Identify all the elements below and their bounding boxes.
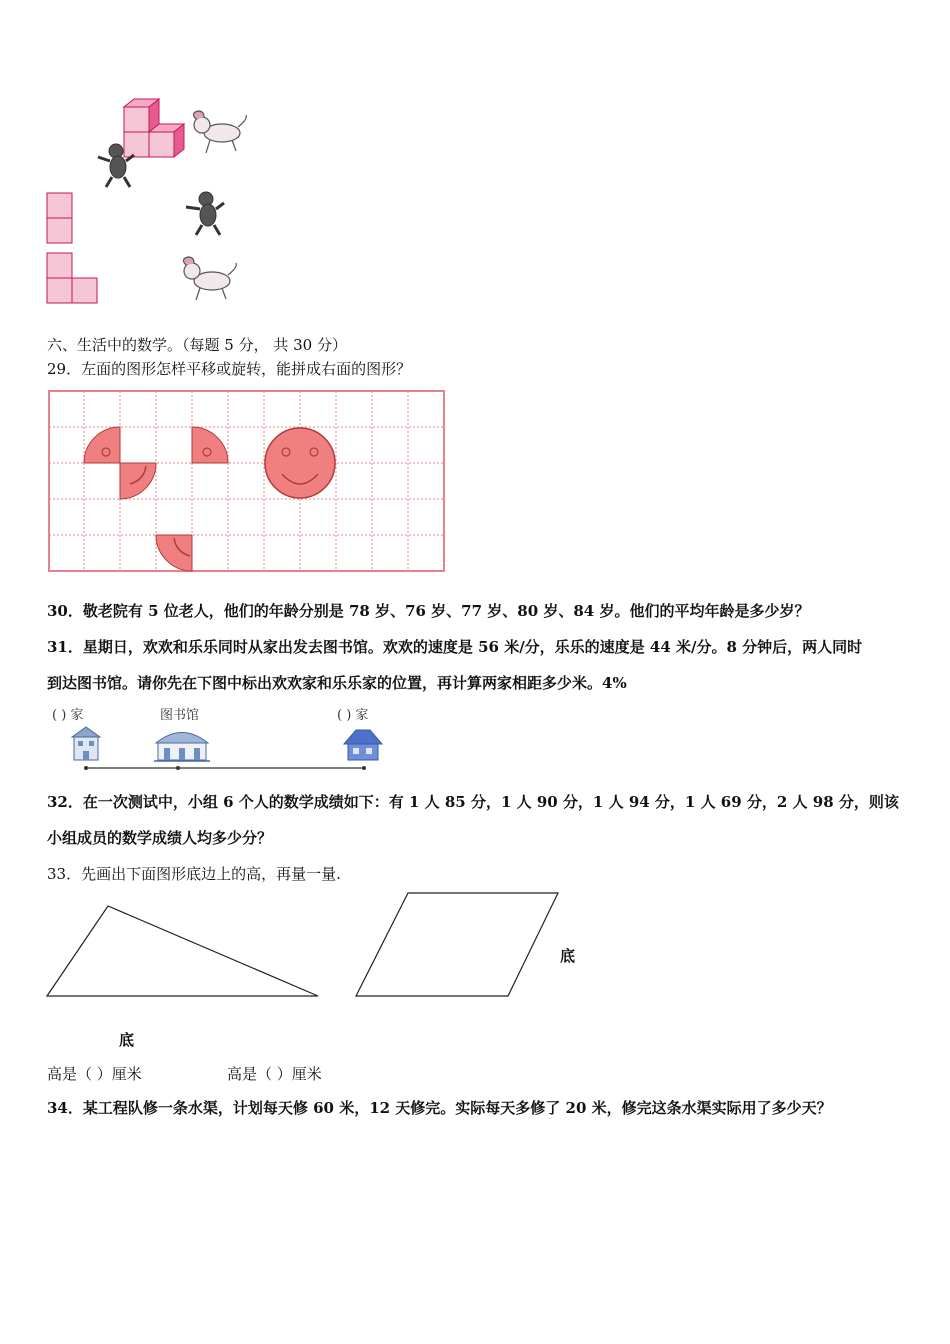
smiley-face-icon — [265, 428, 335, 498]
triangle-base-label: 底 — [119, 1031, 135, 1049]
triangle-shape — [47, 906, 318, 996]
grid-puzzle-figure — [48, 390, 446, 572]
grid-border — [49, 391, 444, 571]
left-house-icon — [72, 727, 100, 760]
question-30: 30．敬老院有 5 位老人，他们的年龄分别是 78 岁、76 岁、77 岁、80 岁、84 岁。他们的平均年龄是多少岁？ — [47, 602, 810, 620]
cube-stack — [124, 99, 184, 157]
question-32-line1: 32．在一次测试中，小组 6 个人的数学成绩如下：有 1 人 85 分，1 人 90 分，1 人 94 分，1 人 69 分，2 人 98 分，则该 — [47, 793, 899, 811]
question-31-line1: 31．星期日，欢欢和乐乐同时从家出发去图书馆。欢欢的速度是 56 米/分，乐乐的速度是 44 米/分。8 分钟后，两人同时 — [47, 638, 863, 656]
quarter-piece-top-left — [84, 427, 120, 463]
question-34: 34．某工程队修一条水渠，计划每天修 60 米，12 天修完。实际每天多修了 20 米，修完这条水渠实际用了多少天？ — [47, 1099, 832, 1117]
dog-icon — [183, 257, 236, 300]
height-answer-parallelogram: 高是（ ）厘米 — [227, 1065, 322, 1083]
question-31-line2: 到达图书馆。请你先在下图中标出欢欢家和乐乐家的位置，再计算两家相距多少米。4% — [47, 674, 627, 692]
parallelogram-base-label: 底 — [560, 947, 576, 965]
library-label: 图书馆 — [160, 708, 200, 723]
left-home-label: ( ) 家 — [52, 708, 84, 723]
dog-icon — [193, 111, 246, 153]
question-32-line2: 小组成员的数学成绩人均多少分？ — [47, 829, 273, 847]
question-29: 29．左面的图形怎样平移或旋转，能拼成右面的图形？ — [47, 360, 412, 378]
quarter-piece-top-right — [192, 427, 228, 463]
view-l-shape — [47, 253, 97, 303]
geometry-figures — [46, 890, 566, 1002]
view-two-squares — [47, 193, 72, 243]
section-heading: 六、生活中的数学。（每题 5 分， 共 30 分） — [47, 336, 347, 354]
cube-view-figure — [40, 95, 280, 310]
height-answer-triangle: 高是（ ）厘米 — [47, 1065, 142, 1083]
monkey-icon — [186, 192, 224, 235]
library-icon — [154, 733, 210, 762]
parallelogram-shape — [356, 893, 558, 996]
route-figure — [68, 724, 388, 774]
right-house-icon — [344, 730, 382, 760]
right-home-label: ( ) 家 — [337, 708, 369, 723]
question-33: 33．先画出下面图形底边上的高，再量一量. — [47, 865, 341, 883]
